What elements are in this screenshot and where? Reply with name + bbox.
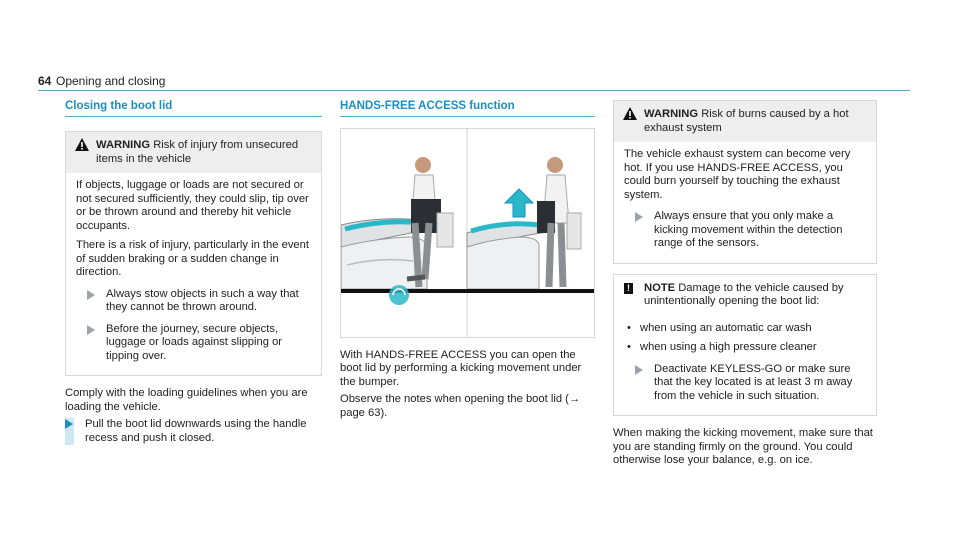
kicking-movement-illustration bbox=[340, 128, 595, 338]
page-number: 64 bbox=[38, 74, 52, 88]
page-section-title: Opening and closing bbox=[56, 74, 166, 88]
body-paragraph: Comply with the loading guidelines when you are loading the vehicle. bbox=[65, 387, 308, 413]
list-item-text: when using an automatic car wash bbox=[640, 321, 812, 334]
note-step bbox=[624, 363, 866, 404]
warning-paragraph: If objects, luggage or loads are not secured or not secured sufficiently, they could slip, tip over or be thrown around and thereby hit vehicle occupants. bbox=[76, 179, 309, 232]
note-heading: Damage to the vehicle caused by unintentionally opening the boot lid: bbox=[644, 281, 844, 307]
arrow-right-icon bbox=[65, 419, 73, 429]
arrow-right-icon bbox=[635, 212, 643, 222]
step-text: Before the journey, secure objects, luggage or loads against slipping or tipping over. bbox=[106, 322, 283, 362]
step-text: Always ensure that you only make a kicking movement within the detection range of the sensors. bbox=[654, 210, 843, 249]
action-text: Pull the boot lid downwards using the handle recess and push it closed. bbox=[85, 418, 307, 444]
warning-header bbox=[614, 101, 876, 142]
warning-step bbox=[76, 323, 311, 364]
list-item bbox=[624, 341, 866, 355]
arrow-right-icon bbox=[635, 365, 643, 375]
warning-body bbox=[614, 142, 876, 263]
note-body bbox=[614, 322, 876, 416]
list-item bbox=[624, 322, 866, 336]
warning-step bbox=[624, 210, 866, 251]
column-hands-free-access bbox=[340, 100, 595, 424]
note-label: NOTE bbox=[644, 281, 676, 294]
note-bullet-list bbox=[624, 322, 866, 355]
warning-heading: Risk of injury from unsecured items in the vehicle bbox=[96, 139, 299, 165]
note-box bbox=[613, 274, 877, 417]
page-reference: Observe the notes when opening the boot lid (→ page 63). bbox=[340, 393, 581, 419]
warning-body bbox=[66, 173, 321, 375]
column-hands-free-notes bbox=[613, 100, 877, 472]
arrow-right-icon bbox=[87, 325, 95, 335]
warning-label: WARNING bbox=[96, 139, 151, 151]
section-divider bbox=[340, 116, 595, 117]
warning-paragraph: There is a risk of injury, particularly in the event of sudden braking or a sudden change in direction. bbox=[76, 239, 309, 278]
warning-heading: Risk of burns caused by a hot exhaust system bbox=[644, 108, 849, 134]
section-title: Closing the boot lid bbox=[65, 100, 173, 112]
arrow-right-icon bbox=[87, 290, 95, 300]
warning-triangle-icon bbox=[623, 107, 637, 120]
warning-box bbox=[65, 131, 322, 376]
warning-paragraph: The vehicle exhaust system can become very hot. If you use HANDS-FREE ACCESS, you could burn yourself by touching the exhaust system. bbox=[624, 148, 851, 201]
step-text: Deactivate KEYLESS-GO or make sure that the key located is at least 3 m away from the vehicle in such situation. bbox=[654, 362, 853, 402]
action-step bbox=[65, 418, 322, 445]
list-item-text: when using a high pressure cleaner bbox=[640, 341, 817, 353]
bullet-icon: • bbox=[627, 341, 631, 353]
warning-triangle-icon bbox=[75, 138, 89, 151]
body-paragraph: With HANDS-FREE ACCESS you can open the boot lid by performing a kicking movement under the bumper. bbox=[340, 348, 582, 388]
warning-header bbox=[66, 132, 321, 173]
note-icon: ! bbox=[624, 283, 633, 294]
bullet-icon: • bbox=[627, 321, 631, 334]
note-header bbox=[614, 275, 876, 316]
section-title: HANDS-FREE ACCESS function bbox=[340, 100, 515, 112]
step-text: Always stow objects in such a way that they cannot be thrown around. bbox=[106, 287, 299, 313]
section-divider bbox=[65, 116, 322, 117]
warning-step bbox=[76, 288, 311, 315]
header-divider bbox=[38, 90, 910, 91]
warning-box bbox=[613, 100, 877, 264]
body-paragraph: When making the kicking movement, make sure that you are standing firmly on the ground. You could otherwise lose your balance, e.g. on ice. bbox=[613, 427, 873, 466]
column-closing-boot-lid bbox=[65, 100, 322, 445]
warning-label: WARNING bbox=[644, 108, 699, 120]
